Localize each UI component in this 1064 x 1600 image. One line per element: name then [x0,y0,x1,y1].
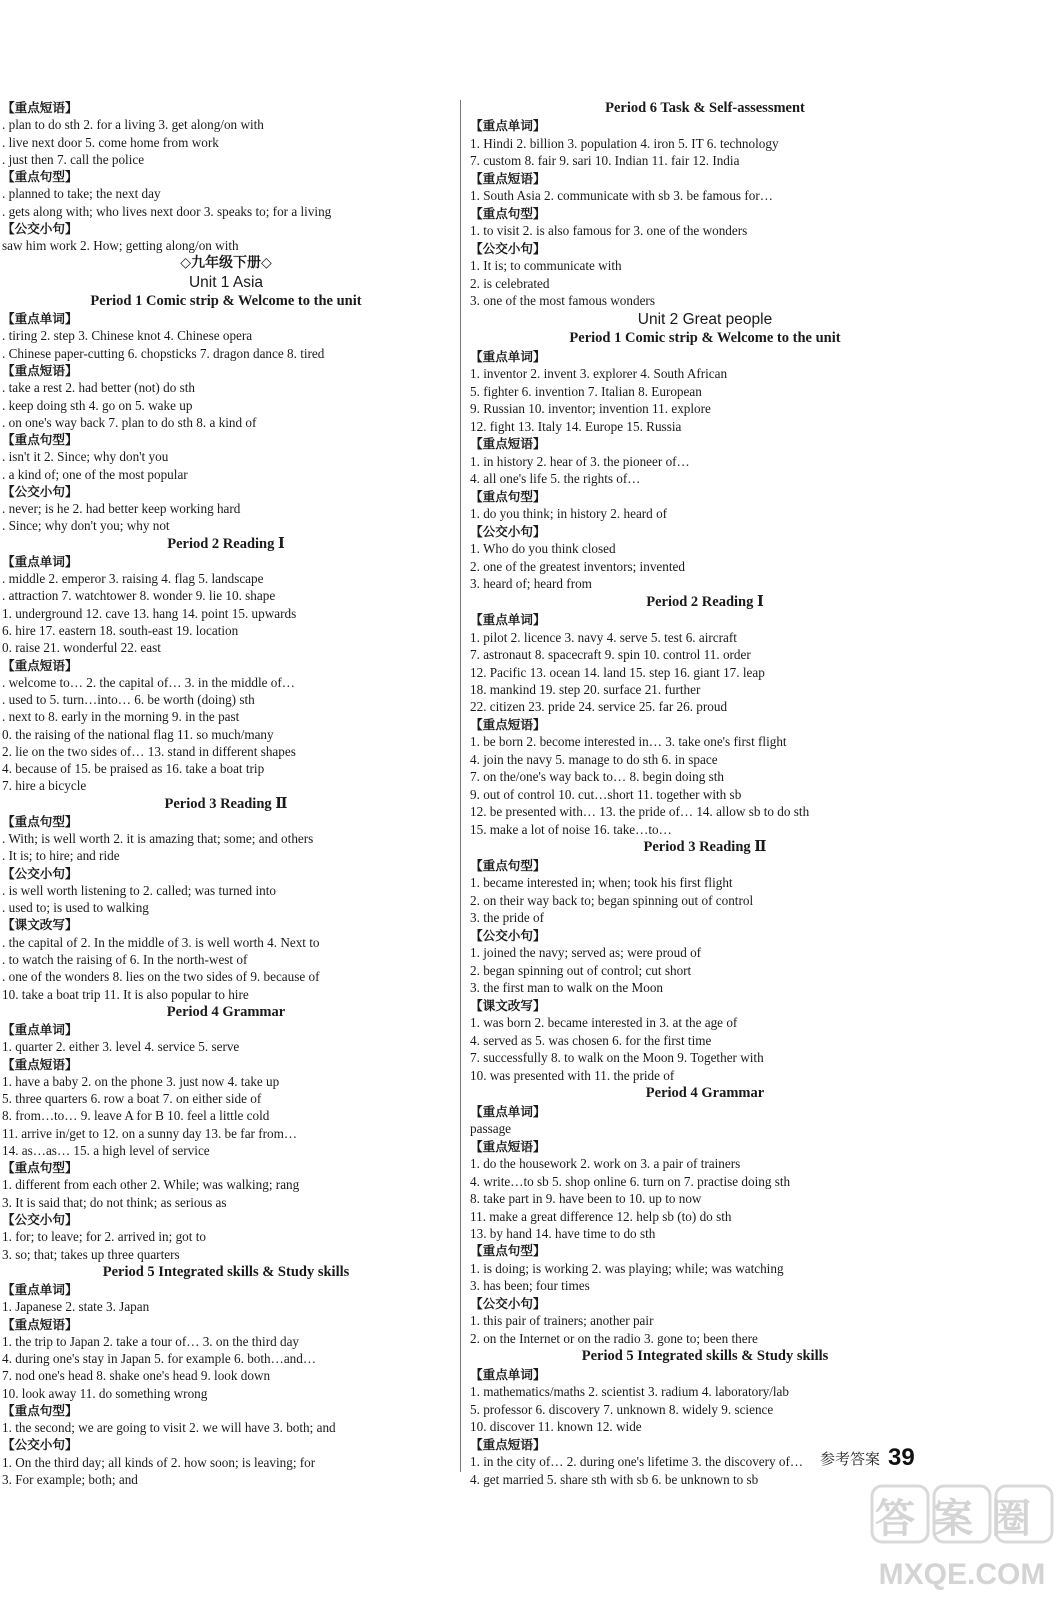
section-tag: 【重点句型】 [470,488,546,504]
answer-line: 1. to visit 2. is also famous for 3. one of the wonders [470,223,748,239]
answer-line: 1. mathematics/maths 2. scientist 3. radium 4. laboratory/lab [470,1384,789,1400]
answer-line: 1. is doing; is working 2. was playing; while; was watching [470,1260,784,1276]
answer-line: 3. the pride of [470,910,544,926]
answer-line: . a kind of; one of the most popular [2,466,188,482]
grade-heading: ◇九年级下册◇ [180,255,272,272]
answer-line: 1. the second; we are going to visit 2. we will have 3. both; and [2,1420,336,1436]
answer-line: . never; is he 2. had better keep working hard [2,501,241,517]
answer-line: 13. by hand 14. have time to do sth [470,1226,656,1241]
answer-line: 11. arrive in/get to 12. on a sunny day 13. be far from… [2,1125,298,1141]
answer-line: 3. so; that; takes up three quarters [2,1246,180,1262]
answer-line: . isn't it 2. Since; why don't you [2,449,169,465]
section-tag: 【重点单词】 [2,311,78,327]
section-tag: 【重点句型】 [2,432,78,448]
answer-line: 11. make a great difference 12. help sb (to) do sth [470,1208,732,1224]
answer-line: 1. different from each other 2. While; was walking; rang [2,1177,300,1193]
answer-line: 22. citizen 23. pride 24. service 25. far 26. proud [470,699,728,715]
answer-line: 12. Pacific 13. ocean 14. land 15. step 16. giant 17. leap [470,664,765,680]
answer-line: 18. mankind 19. step 20. surface 21. further [470,681,701,697]
section-tag: 【重点短语】 [2,100,78,115]
section-tag: 【重点单词】 [2,1282,78,1298]
answer-line: . one of the wonders 8. lies on the two sides of 9. because of [2,969,320,985]
answer-line: 2. on their way back to; began spinning out of control [470,892,754,908]
answer-line: 7. custom 8. fair 9. sari 10. Indian 11. fair 12. India [470,153,740,169]
section-tag: 【课文改写】 [470,997,546,1013]
answer-line: 8. from…to… 9. leave A for B 10. feel a little cold [2,1108,270,1124]
answer-line: . used to; is used to walking [2,900,149,916]
answer-line: 12. be presented with… 13. the pride of… 14. allow sb to do sth [470,804,810,820]
answer-line: . keep doing sth 4. go on 5. wake up [2,397,193,413]
period-heading: Period 3 Reading Ⅱ [164,795,288,812]
answer-line: 2. lie on the two sides of… 13. stand in different shapes [2,743,296,759]
page-footer [820,1443,915,1473]
section-tag: 【重点短语】 [2,362,78,378]
answer-line: . live next door 5. come home from work [2,134,219,150]
watermark-logo [866,1478,1056,1596]
section-tag: 【重点单词】 [470,1366,546,1382]
answer-line: . tiring 2. step 3. Chinese knot 4. Chinese opera [2,328,253,344]
answer-line: 10. take a boat trip 11. It is also popular to hire [2,986,249,1002]
period-heading: Period 6 Task & Self-assessment [605,100,805,116]
answer-line: 4. join the navy 5. manage to do sth 6. in space [470,751,718,767]
answer-line: 4. because of 15. be praised as 16. take a boat trip [2,761,265,777]
answer-line: 2. one of the greatest inventors; invented [470,558,685,574]
answer-line: 1. for; to leave; for 2. arrived in; got to [2,1229,206,1245]
section-tag: 【重点短语】 [470,1436,546,1452]
answer-line: 7. on the/one's way back to… 8. begin doing sth [470,769,725,785]
answer-line: 1. do the housework 2. work on 3. a pair of trainers [470,1156,741,1172]
answer-line: 1. Who do you think closed [470,541,616,557]
answer-line: . used to 5. turn…into… 6. be worth (doing) sth [2,692,255,708]
section-tag: 【重点单词】 [2,553,78,569]
answer-line: 9. out of control 10. cut…short 11. together with sb [470,786,742,802]
left-column [2,100,450,1488]
answer-line: 1. the trip to Japan 2. take a tour of… 3. on the third day [2,1333,300,1349]
answer-line: . middle 2. emperor 3. raising 4. flag 5. landscape [2,571,264,587]
section-tag: 【公交小句】 [2,220,78,236]
answer-line: 14. as…as… 15. a high level of service [2,1142,210,1158]
section-tag: 【重点单词】 [470,118,546,134]
answer-line: . to watch the raising of 6. In the north-west of [2,952,248,968]
section-tag: 【重点句型】 [470,1243,546,1259]
answer-line: . just then 7. call the police [2,151,145,167]
period-heading: Period 1 Comic strip & Welcome to the unit [569,330,841,347]
section-tag: 【公交小句】 [470,240,546,256]
answer-line: 3. has been; four times [470,1278,590,1294]
period-heading: Period 2 Reading Ⅰ [167,535,285,552]
period-heading: Period 3 Reading Ⅱ [643,839,767,856]
section-tag: 【重点短语】 [470,716,546,732]
section-tag: 【公交小句】 [470,1295,546,1311]
answer-line: 10. was presented with 11. the pride of [470,1067,675,1083]
answer-line: 2. is celebrated [470,275,550,291]
answer-line: 12. fight 13. Italy 14. Europe 15. Russia [470,418,682,434]
section-tag: 【重点句型】 [470,205,546,221]
answer-line: 1. It is; to communicate with [470,258,622,274]
answer-line: 3. It is said that; do not think; as serious as [2,1194,227,1210]
answer-line: 2. began spinning out of control; cut short [470,962,692,978]
section-tag: 【重点短语】 [2,657,78,673]
answer-line: . the capital of 2. In the middle of 3. is well worth 4. Next to [2,934,320,950]
answer-line: 0. the raising of the national flag 11. so much/many [2,726,274,742]
right-column [470,100,940,1488]
answer-line: . With; is well worth 2. it is amazing that; some; and others [2,831,314,847]
answer-line: . take a rest 2. had better (not) do sth [2,380,195,396]
answer-line: 1. quarter 2. either 3. level 4. service 5. serve [2,1039,240,1055]
period-heading: Period 4 Grammar [645,1085,765,1102]
answer-line: 5. fighter 6. invention 7. Italian 8. European [470,383,702,399]
answer-line: passage [470,1121,512,1137]
section-tag: 【重点短语】 [470,1138,546,1154]
answer-line: . planned to take; the next day [2,186,161,202]
answer-line: 4. served as 5. was chosen 6. for the first time [470,1032,712,1048]
answer-line: 1. became interested in; when; took his first flight [470,875,733,891]
answer-line: 1. underground 12. cave 13. hang 14. point 15. upwards [2,605,297,621]
answer-line: 7. astronaut 8. spacecraft 9. spin 10. control 11. order [470,647,751,663]
period-heading: Period 5 Integrated skills & Study skills [581,1348,829,1365]
answer-line: 1. Japanese 2. state 3. Japan [2,1299,150,1315]
section-tag: 【重点单词】 [470,612,546,628]
section-tag: 【重点单词】 [470,348,546,364]
answer-line: 1. joined the navy; served as; were proud of [470,945,702,961]
answer-line: 3. one of the most famous wonders [470,293,655,309]
answer-line: 1. South Asia 2. communicate with sb 3. be famous for… [470,188,773,204]
answer-line: . Since; why don't you; why not [2,518,170,534]
answer-line: 6. hire 17. eastern 18. south-east 19. location [2,622,239,638]
answer-line: 3. the first man to walk on the Moon [470,980,664,996]
section-tag: 【重点短语】 [2,1316,78,1332]
answer-line: 1. pilot 2. licence 3. navy 4. serve 5. test 6. aircraft [470,629,737,645]
answer-line: . is well worth listening to 2. called; was turned into [2,882,276,898]
answer-line: . It is; to hire; and ride [2,848,120,864]
section-tag: 【重点句型】 [2,1160,78,1176]
answer-line: 4. all one's life 5. the rights of… [470,471,641,487]
section-tag: 【重点短语】 [470,436,546,452]
answer-line: . Chinese paper-cutting 6. chopsticks 7. dragon dance 8. tired [2,345,325,361]
answer-line: 4. during one's stay in Japan 5. for example 6. both…and… [2,1351,317,1367]
answer-line: 0. raise 21. wonderful 22. east [2,640,161,656]
section-tag: 【重点句型】 [2,1402,78,1418]
period-heading: Period 4 Grammar [166,1003,286,1020]
answer-line: 4. write…to sb 5. shop online 6. turn on 7. practise doing sth [470,1173,791,1189]
answer-line: saw him work 2. How; getting along/on with [2,238,239,254]
answer-line: 3. heard of; heard from [470,576,592,592]
answer-line: 1. On the third day; all kinds of 2. how soon; is leaving; for [2,1454,316,1470]
section-tag: 【重点单词】 [2,1022,78,1038]
period-heading: Period 2 Reading Ⅰ [646,593,764,610]
section-tag: 【重点句型】 [2,813,78,829]
period-heading: Period 5 Integrated skills & Study skills [102,1263,350,1280]
section-tag: 【公交小句】 [2,483,78,499]
answer-line: . attraction 7. watchtower 8. wonder 9. lie 10. shape [2,588,276,604]
section-tag: 【重点短语】 [470,170,546,186]
answer-line: 1. in history 2. hear of 3. the pioneer of… [470,453,690,469]
answer-line: 1. was born 2. became interested in 3. at the age of [470,1015,738,1031]
footer-label: 参考答案 [820,1449,881,1468]
section-tag: 【公交小句】 [2,1212,78,1227]
answer-line: 2. on the Internet or on the radio 3. gone to; been there [470,1330,758,1346]
answer-line: 1. be born 2. become interested in… 3. take one's first flight [470,734,787,750]
answer-line: 8. take part in 9. have been to 10. up to now [470,1191,702,1207]
answer-line: . welcome to… 2. the capital of… 3. in the middle of… [2,674,295,690]
answer-line: 10. discover 11. known 12. wide [470,1419,642,1435]
answer-line: 7. hire a bicycle [2,778,87,794]
column-divider [460,100,461,1472]
answer-line: 7. successfully 8. to walk on the Moon 9. Together with [470,1050,764,1066]
answer-line: 9. Russian 10. inventor; invention 11. explore [470,401,711,417]
section-tag: 【公交小句】 [2,865,78,881]
answer-line: 5. professor 6. discovery 7. unknown 8. widely 9. science [470,1401,774,1417]
section-tag: 【公交小句】 [2,1437,78,1453]
answer-line: 1. this pair of trainers; another pair [470,1313,654,1329]
section-tag: 【课文改写】 [2,917,78,933]
answer-line: . next to 8. early in the morning 9. in the past [2,709,240,725]
answer-line: . plan to do sth 2. for a living 3. get along/on with [2,117,264,133]
section-tag: 【公交小句】 [470,927,546,943]
answer-line: 1. in the city of… 2. during one's lifetime 3. the discovery of… [470,1454,804,1470]
answer-line: 3. For example; both; and [2,1471,138,1487]
period-heading: Period 1 Comic strip & Welcome to the unit [90,292,362,309]
answer-line: 1. inventor 2. invent 3. explorer 4. South African [470,366,728,382]
answer-line: 7. nod one's head 8. shake one's head 9. look down [2,1368,271,1384]
watermark-bottom-text: MXQE.COM [878,1558,1046,1591]
answer-line: 4. get married 5. share sth with sb 6. be unknown to sb [470,1471,759,1487]
page-number: 39 [888,1444,915,1471]
answer-line: 1. Hindi 2. billion 3. population 4. iron 5. IT 6. technology [470,135,779,151]
section-tag: 【重点短语】 [2,1056,78,1072]
section-tag: 【重点句型】 [2,169,78,185]
answer-line: 15. make a lot of noise 16. take…to… [470,821,672,837]
unit-heading: Unit 2 Great people [637,310,773,328]
answer-line: 1. have a baby 2. on the phone 3. just now 4. take up [2,1073,280,1089]
section-tag: 【重点单词】 [470,1103,546,1119]
watermark-top-text: 答案圈 [875,1496,1049,1542]
unit-heading: Unit 1 Asia [188,273,264,291]
answer-line: . on one's way back 7. plan to do sth 8. a kind of [2,414,257,430]
answer-line: 10. look away 11. do something wrong [2,1385,208,1401]
answer-line: 1. do you think; in history 2. heard of [470,506,668,522]
section-tag: 【重点句型】 [470,857,546,873]
answer-line: 5. three quarters 6. row a boat 7. on either side of [2,1091,262,1107]
answer-line: . gets along with; who lives next door 3. speaks to; for a living [2,203,332,219]
section-tag: 【公交小句】 [470,523,546,539]
